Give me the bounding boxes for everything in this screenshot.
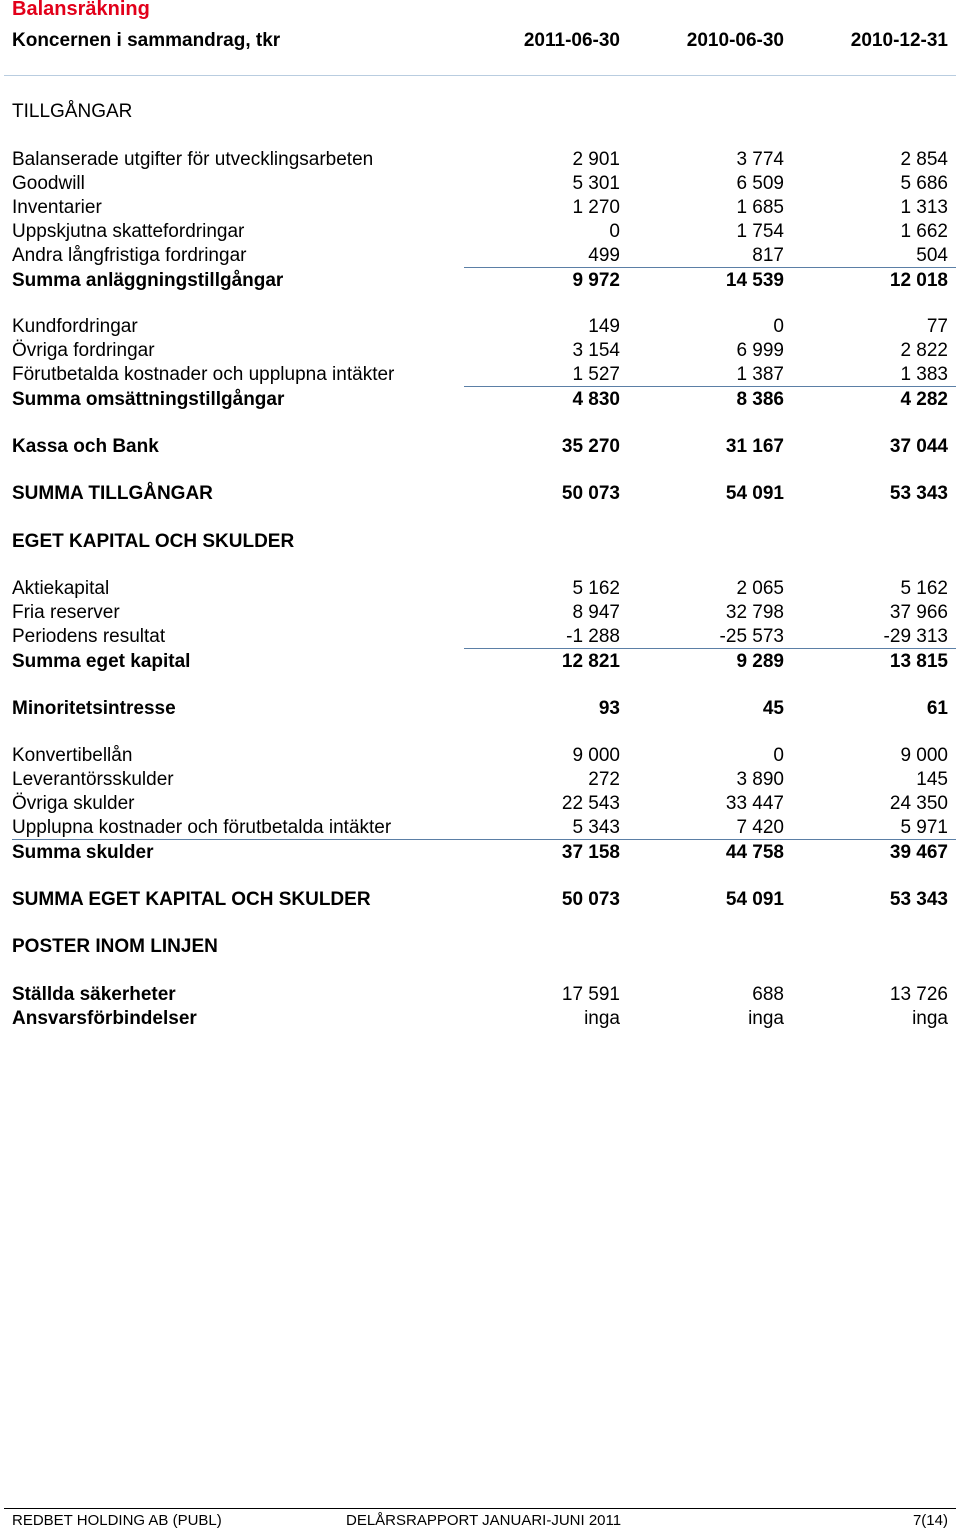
header-divider [4, 75, 956, 76]
table-row: Övriga skulder 22 543 33 447 24 350 [12, 793, 948, 814]
table-row: Leverantörsskulder 272 3 890 145 [12, 769, 948, 790]
table-row: Aktiekapital 5 162 2 065 5 162 [12, 578, 948, 599]
footer-company: REDBET HOLDING AB (PUBL) [12, 1512, 222, 1529]
total-row: SUMMA TILLGÅNGAR 50 073 54 091 53 343 [12, 483, 948, 504]
table-row: Upplupna kostnader och förutbetalda intäkter 5 343 7 420 5 971 [12, 817, 948, 838]
subtotal-row: Summa omsättningstillgångar 4 830 8 386 4 282 [12, 389, 948, 410]
table-row: Kassa och Bank 35 270 31 167 37 044 [12, 436, 948, 457]
footer-page-number: 7(14) [912, 1512, 948, 1529]
footer-report: DELÅRSRAPPORT JANUARI-JUNI 2011 [346, 1512, 622, 1529]
subtotal-rule [464, 648, 956, 649]
footer-divider [4, 1508, 956, 1509]
header-col-2010-12-31: 2010-12-31 [850, 30, 948, 51]
table-row: Minoritetsintresse 93 45 61 [12, 698, 948, 719]
table-row: Konvertibellån 9 000 0 9 000 [12, 745, 948, 766]
subtotal-row: Summa eget kapital 12 821 9 289 13 815 [12, 651, 948, 672]
table-row: Övriga fordringar 3 154 6 999 2 822 [12, 340, 948, 361]
table-row: Uppskjutna skattefordringar 0 1 754 1 662 [12, 221, 948, 242]
table-row: Kundfordringar 149 0 77 [12, 316, 948, 337]
table-row: Inventarier 1 270 1 685 1 313 [12, 197, 948, 218]
table-row: Fria reserver 8 947 32 798 37 966 [12, 602, 948, 623]
table-row: Andra långfristiga fordringar 499 817 504 [12, 245, 948, 266]
table-row: Balanserade utgifter för utvecklingsarbeten 2 901 3 774 2 854 [12, 149, 948, 170]
table-row: Förutbetalda kostnader och upplupna intäkter 1 527 1 387 1 383 [12, 364, 948, 385]
table-row: Periodens resultat -1 288 -25 573 -29 313 [12, 626, 948, 647]
subtotal-rule [464, 386, 956, 387]
subtotal-rule [464, 267, 956, 268]
section-heading: POSTER INOM LINJEN [12, 936, 218, 957]
table-row: Ställda säkerheter 17 591 688 13 726 [12, 984, 948, 1005]
subtotal-row: Summa skulder 37 158 44 758 39 467 [12, 842, 948, 863]
report-title: Balansräkning [12, 0, 150, 20]
total-row: SUMMA EGET KAPITAL OCH SKULDER 50 073 54 091 53 343 [12, 889, 948, 910]
header-col-2010-06-30: 2010-06-30 [686, 30, 784, 51]
table-row: Ansvarsförbindelser inga inga inga [12, 1008, 948, 1029]
table-header [12, 29, 948, 53]
header-col-2011-06-30: 2011-06-30 [523, 30, 620, 51]
section-heading: EGET KAPITAL OCH SKULDER [12, 531, 295, 552]
table-row: Goodwill 5 301 6 509 5 686 [12, 173, 948, 194]
section-heading: TILLGÅNGAR [12, 101, 133, 122]
subtotal-rule [12, 839, 956, 840]
header-label: Koncernen i sammandrag, tkr [12, 30, 281, 51]
subtotal-row: Summa anläggningstillgångar 9 972 14 539 12 018 [12, 270, 948, 291]
